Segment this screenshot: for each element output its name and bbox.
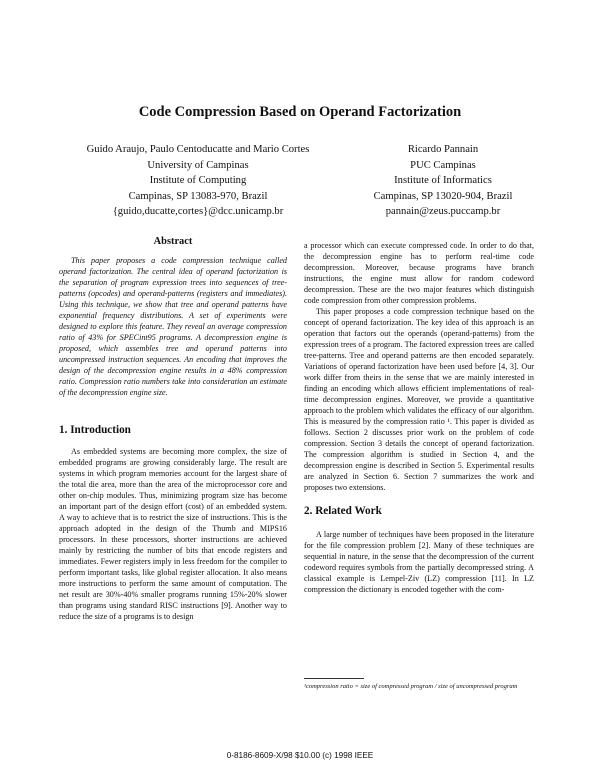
- authors-right: [340, 142, 546, 220]
- copyright-footer: 0-8186-8609-X/98 $10.00 (c) 1998 IEEE: [226, 751, 374, 760]
- abstract-heading: Abstract: [153, 236, 193, 247]
- abstract-text: This paper proposes a code compression technique called operand factorization. The central idea of operand factorization is the separation of program expression trees into sequences of tree-patterns (opcodes) and operand-patterns (registers and immediates). Using this technique, we show that tree and operand patterns have exponential frequency distributions. A set of experiments were designed to explore this feature. They reveal an average compression ratio of 43% for SPECint95 programs. A decompression engine is proposed, which assembles tree and operand patterns into uncompressed instruction sequences. An encoding that improves the design of the decompression engine results in a 48% compression ratio. Compression ratio numbers take into consideration an estimate of the decompression engine size.: [59, 256, 287, 397]
- introduction-text: As embedded systems are becoming more complex, the size of embedded programs are growing considerably large. The result are systems in which program memories account for the largest share of the total die area, more than the area of the microprocessor core and other on-chip modules. Thus, minimizing program size has become an important part of the design effort (cost) of an embedded system. A way to achieve that is to restrict the size of instructions. This is the approach adopted in the design of the Thumb and MIPS16 processors. In these processors, shorter instructions are achieved mainly by restricting the number of bits that encode registers and immediates. Fewer registers imply in less freedom for the compiler to perform important tasks, like global register allocation. It also means more instructions to perform the same amount of computation. The net result are 30%-40% smaller programs running 15%-20% slower than programs using standard RISC instructions [9]. Another way to reduce the size of a programs is to design: [59, 447, 287, 621]
- affiliation-left: University of Campinas: [147, 159, 249, 171]
- address-left: Campinas, SP 13083-970, Brazil: [128, 190, 268, 202]
- institute-left: Institute of Computing: [149, 175, 247, 187]
- authors-left: [62, 142, 334, 220]
- paragraph-overview: This paper proposes a code compression technique based on the concept of operand factorization. The key idea of this approach is an operation that factors out the operands (operand-patterns) from the expression trees of a program. The factored expression trees are called tree-patterns. Tree and operand patterns are then encoded separately. Variations of operand factorization have been used before [4, 3]. Our work differ from theirs in the sense that we are mainly interested in finding an encoding which allows efficient implementations of real-time decompression engines. Moreover, we provide a quantitative approach to the problem which validates the efficacy of our algorithm. This is measured by the compression ratio ¹. This paper is divided as follows. Section 2 discusses prior work on the problem of code compression. Section 3 details the concept of operand factorization. The compression algorithm is studied in Section 4, and the decompression engine is described in Section 5. Experimental results are analyzed in Section 6. Section 7 summarizes the work and proposes two extensions.: [304, 307, 534, 492]
- related-work-text: A large number of techniques have been proposed in the literature for the file compression problem [2]. Many of these techniques are sequential in nature, in the sense that the decompression of the current codeword requires symbols from the partially decompressed string. A classical example is Lempel-Ziv (LZ) compression [11]. In LZ compression the dictionary is encoded together with the com-: [304, 530, 534, 594]
- related-work-heading: 2. Related Work: [304, 505, 382, 517]
- email-right: pannain@zeus.puccamp.br: [385, 206, 501, 218]
- email-left: {guido,ducatte,cortes}@dcc.unicamp.br: [112, 206, 284, 218]
- introduction-heading: 1. Introduction: [59, 424, 131, 436]
- left-column: [59, 236, 287, 622]
- institute-right: Institute of Informatics: [394, 175, 492, 187]
- affiliation-right: PUC Campinas: [410, 159, 476, 171]
- footnote-text: ¹compression ratio = size of compressed program / size of uncompressed program: [304, 683, 518, 690]
- paper-title: Code Compression Based on Operand Factorization: [138, 104, 462, 120]
- footnote: [304, 678, 534, 691]
- address-right: Campinas, SP 13020-904, Brazil: [373, 190, 513, 202]
- paragraph-continuation: a processor which can execute compressed code. In order to do that, the decompression engine has to perform real-time code decompression. Moreover, because programs have branch instructions, the engine must allow for random codeword decompression. These are the two major features which distinguish code compression from other compression problems.: [304, 241, 534, 305]
- author-names-left: Guido Araujo, Paulo Centoducatte and Mario Cortes: [86, 144, 310, 155]
- right-column: [304, 240, 534, 595]
- author-name-right: Ricardo Pannain: [407, 144, 479, 155]
- footnote-divider: [304, 678, 364, 679]
